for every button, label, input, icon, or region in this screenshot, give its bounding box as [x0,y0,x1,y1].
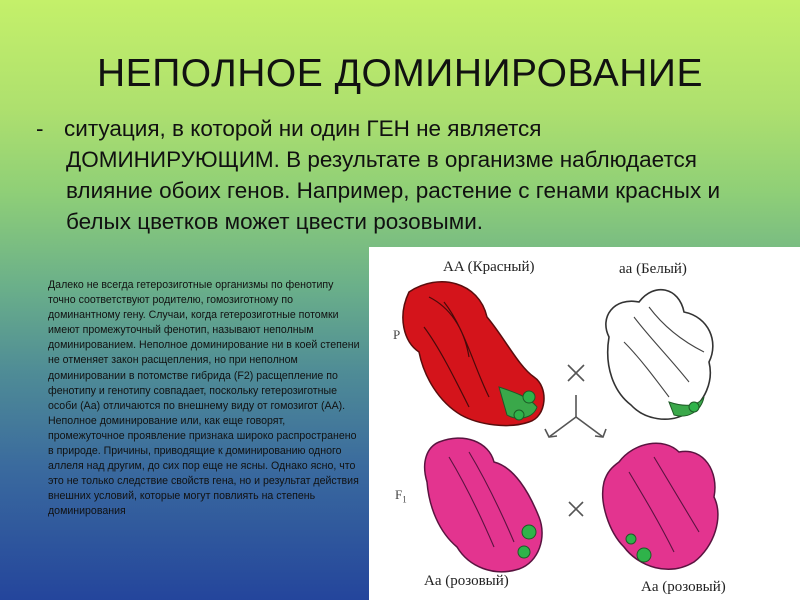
offspring-right-label: Aa (розовый) [641,579,726,595]
pink-flower-left-icon [425,438,542,572]
generation-f1-label: $F_1$ [395,487,407,505]
pink-flower-right-icon [603,443,718,569]
parent-red-label: AA (Красный) [443,259,535,275]
definition-dash: - [36,116,44,141]
slide-title: НЕПОЛНОЕ ДОМИНИРОВАНИЕ [97,52,703,95]
parent-white-label: aa (Белый) [619,261,687,277]
cross-arrow-icon [545,365,606,437]
definition-text: ситуация, в которой ни один ГЕН не является ДОМИНИРУЮЩИМ. В результате в организме наблюдается влияние обоих генов. Например, растение с генами красных и белых цветков может цвести розовыми. [64,116,721,234]
inheritance-figure [369,247,800,600]
white-flower-icon [606,290,713,420]
red-flower-icon [403,282,544,426]
flower-illustrations [369,247,800,600]
cross-mark-icon [569,502,583,516]
generation-p-label: P [393,327,401,342]
offspring-left-label: Aa (розовый) [424,573,509,589]
definition-paragraph [36,113,756,237]
body-text: Далеко не всегда гетерозиготные организмы по фенотипу точно соответствуют родителю, гомозиготному по доминантному гену. Случаи, когда гетерозиготные потомки имеют промежуточный фенотип, называют неполным доминированием. Неполное доминирование ни в коей степени не отменяет закон расщепления, но при неполном доминировании в потомстве гибрида (F2) расщепление по фенотипу и генотипу совпадает, поскольку гетерозиготные особи (Aa) отличаются по внешнему виду от гомозигот (AA). Неполное доминирование или, как еще говорят, промежуточное проявление признака широко распространено в природе. Причины, приводящие к доминированию одного аллеля над другим, до сих пор еще не ясны. Однако ясно, что это не только следствие свойств гена, но и результат действия внешних условий, которые могут повлиять на степень доминирования [48,279,360,518]
